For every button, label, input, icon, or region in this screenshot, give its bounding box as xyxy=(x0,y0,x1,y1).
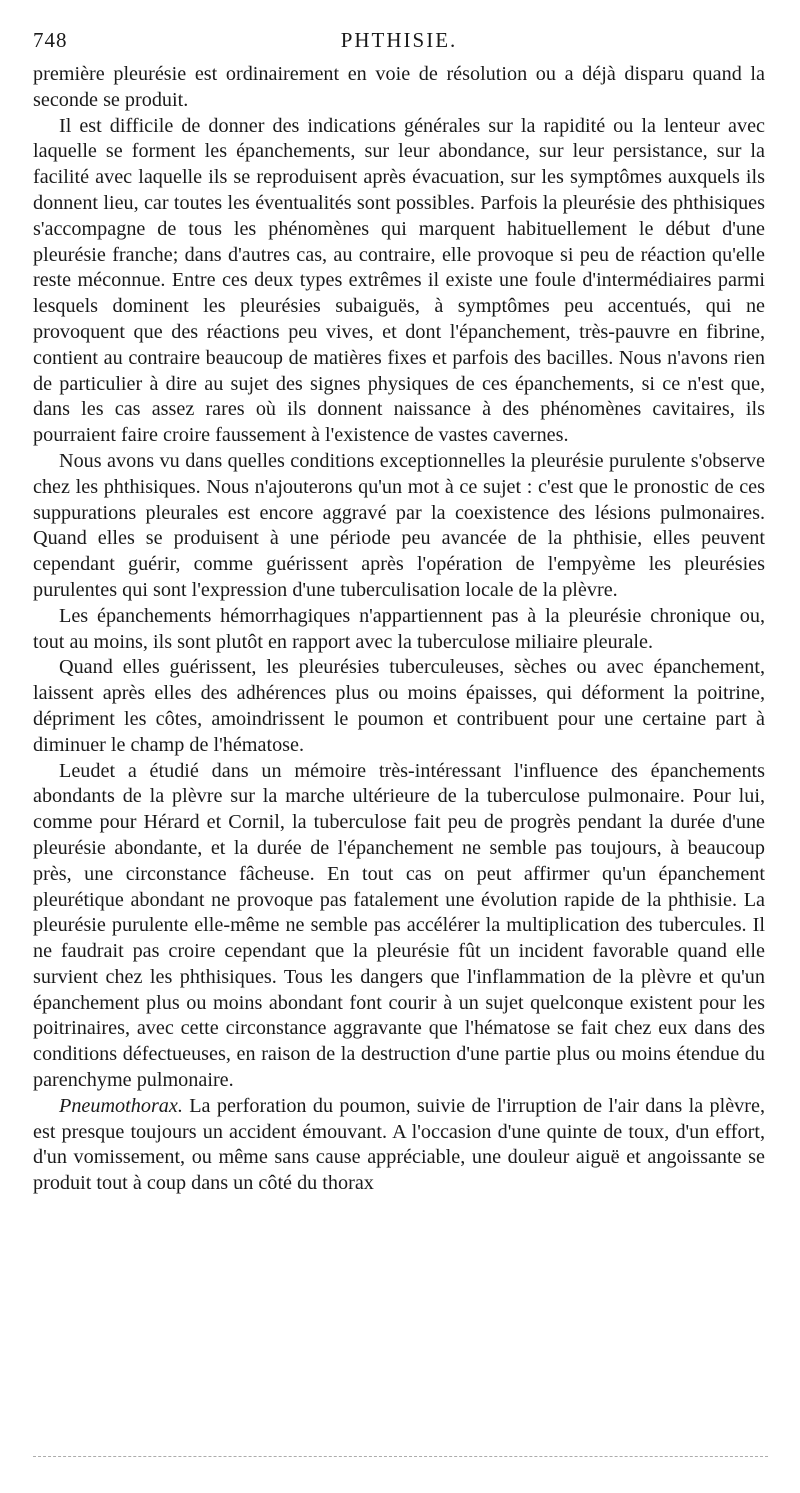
paragraph-pneumothorax xyxy=(33,1094,765,1197)
paragraph: Nous avons vu dans quelles conditions exceptionnelles la pleurésie purulente s'observe chez les phthisiques. Nous n'ajouterons qu'un mot à ce sujet : c'est que le pronostic de ces suppurations pleurales est encore aggravé par la coexistence des lésions pulmonaires. Quand elles se produisent à une période peu avancée de la phthisie, elles peuvent cependant guérir, comme guérissent après l'opération de l'empyème les pleurésies purulentes qui sont l'expression d'une tuberculisation locale de la plèvre. xyxy=(33,449,765,601)
paragraph: Les épanchements hémorrhagiques n'appartiennent pas à la pleurésie chronique ou, tout au moins, ils sont plutôt en rapport avec la tuberculose miliaire pleurale. xyxy=(33,604,765,653)
section-run-in-heading: Pneumothorax. xyxy=(59,1094,183,1117)
running-title: PHTHISIE. xyxy=(340,28,458,52)
running-head xyxy=(33,28,765,62)
body-text xyxy=(33,62,765,1197)
paragraph: Quand elles guérissent, les pleurésies tuberculeuses, sèches ou avec épanchement, laissent après elles des adhérences plus ou moins épaisses, qui déforment la poitrine, dépriment les côtes, amoindrissent le poumon et contribuent pour une certaine part à diminuer le champ de l'hématose. xyxy=(33,656,765,756)
paragraph-continued: première pleurésie est ordinairement en voie de résolution ou a déjà disparu quand la seconde se produit. xyxy=(33,63,765,111)
footer-rule xyxy=(33,1456,768,1457)
paragraph: Leudet a étudié dans un mémoire très-intéressant l'influence des épanchements abondants de la plèvre sur la marche ultérieure de la tuberculose pulmonaire. Pour lui, comme pour Hérard et Cornil, la tuberculose fait peu de progrès pendant la durée d'une pleurésie abondante, et la durée de l'épanchement ne semble pas toujours, à beaucoup près, une circonstance fâcheuse. En tout cas on peut affirmer qu'un épanchement pleurétique abondant ne provoque pas fatalement une évolution rapide de la phthisie. La pleurésie purulente elle-même ne semble pas accélérer la multiplication des tubercules. Il ne faudrait pas croire cependant que la pleurésie fût un incident favorable quand elle survient chez les phthisiques. Tous les dangers que l'inflammation de la plèvre et qu'un épanchement plus ou moins abondant font courir à un sujet quelconque existent pour les poitrinaires, avec cette circonstance aggravante que l'hématose se fait chez eux dans des conditions défectueuses, en raison de la destruction d'une partie plus ou moins étendue du parenchyme pulmonaire. xyxy=(33,759,765,1092)
book-page xyxy=(33,28,765,1197)
page-number: 748 xyxy=(33,28,68,52)
paragraph-text: La perforation du poumon, suivie de l'irruption de l'air dans la plèvre, est presque toujours un accident émouvant. A l'occasion d'une quinte de toux, d'un effort, d'un vomissement, ou même sans cause appréciable, une douleur aiguë et angoissante se produit tout à coup dans un côté du thorax xyxy=(33,1094,765,1195)
paragraph: Il est difficile de donner des indications générales sur la rapidité ou la lenteur avec laquelle se forment les épanchements, sur leur abondance, sur leur persistance, sur la facilité avec laquelle ils se reproduisent après évacuation, sur les symptômes auxquels ils donnent lieu, car toutes les éventualités sont possibles. Parfois la pleurésie des phthisiques s'accompagne de tous les phénomènes qui marquent habituellement le début d'une pleurésie franche; dans d'autres cas, au contraire, elle provoque si peu de réaction qu'elle reste méconnue. Entre ces deux types extrêmes il existe une foule d'intermédiaires parmi lesquels dominent les pleurésies subaiguës, à symptômes peu accentués, qui ne provoquent que des réactions peu vives, et dont l'épanchement, très-pauvre en fibrine, contient au contraire beaucoup de matières fixes et parfois des bacilles. Nous n'avons rien de particulier à dire au sujet des signes physiques de ces épanchements, si ce n'est que, dans les cas assez rares où ils donnent naissance à des phénomènes cavitaires, ils pourraient faire croire faussement à l'existence de vastes cavernes. xyxy=(33,114,765,447)
